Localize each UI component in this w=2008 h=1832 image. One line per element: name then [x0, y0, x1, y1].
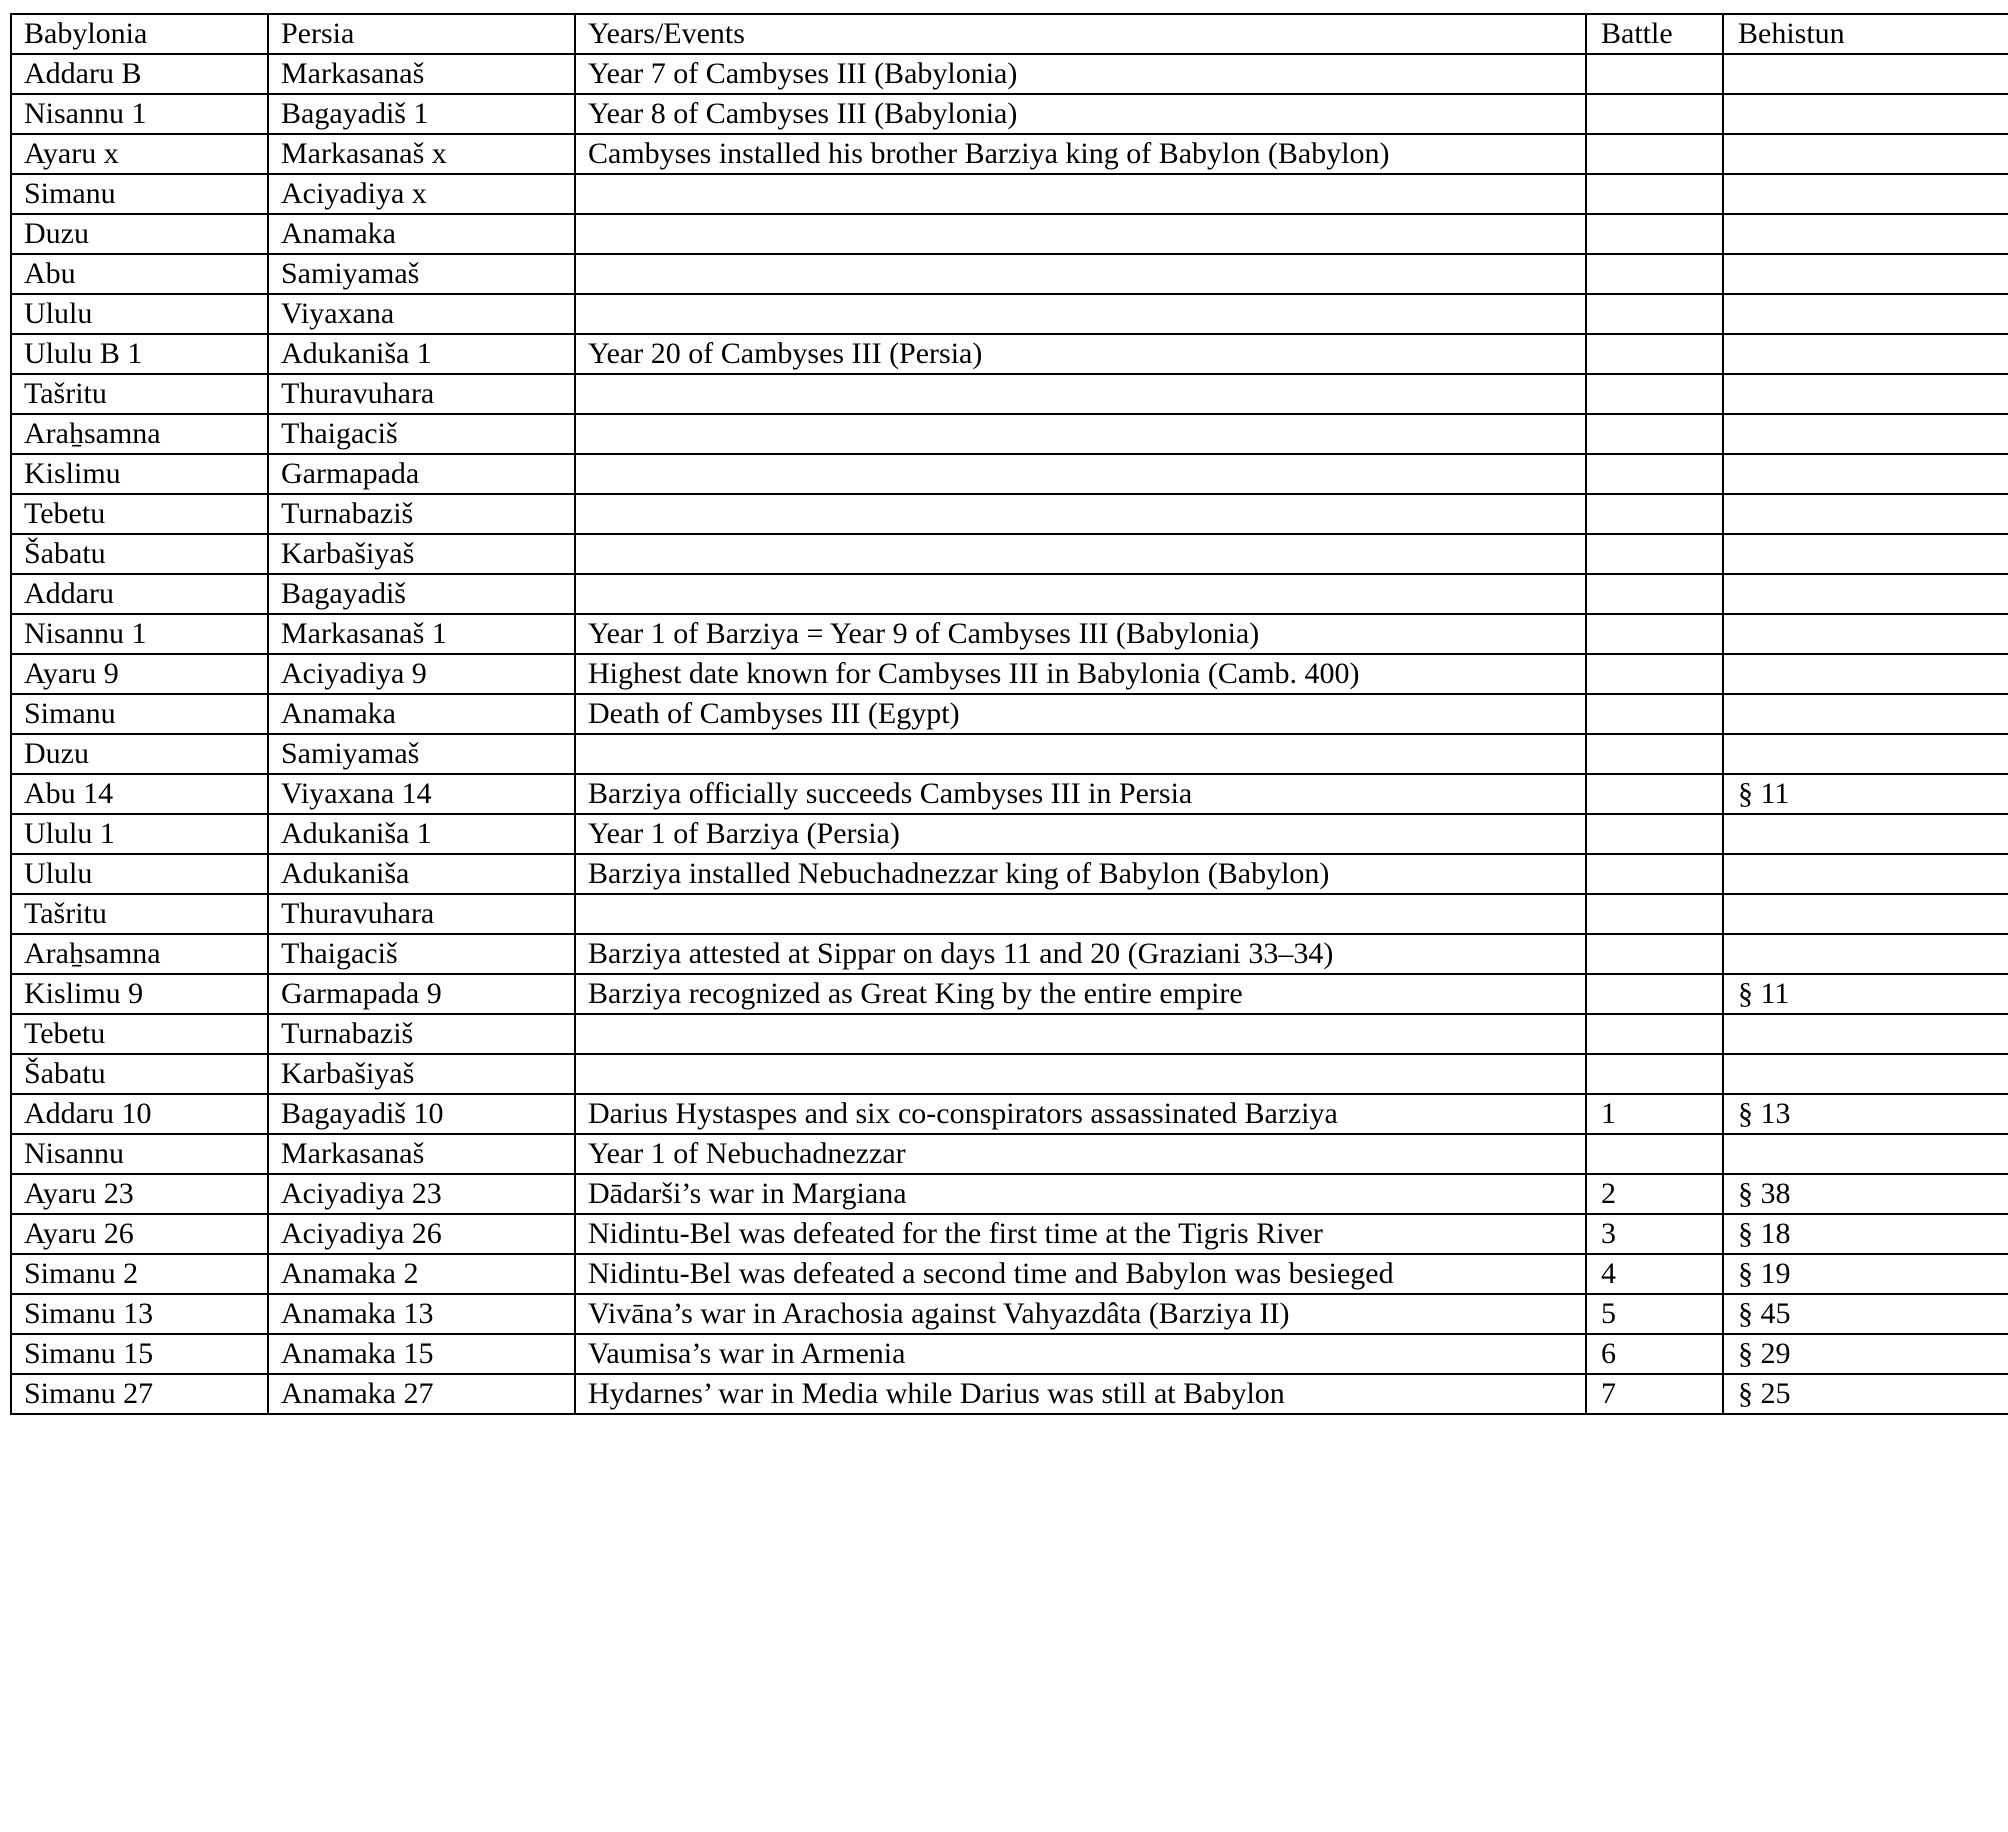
cell-battle: 3	[1586, 1214, 1723, 1254]
cell-battle: 6	[1586, 1334, 1723, 1374]
table-row	[11, 1054, 2008, 1094]
table-row	[11, 254, 2008, 294]
cell-behistun	[1723, 174, 2008, 214]
cell-behistun: § 45	[1723, 1294, 2008, 1334]
cell-battle	[1586, 174, 1723, 214]
cell-events	[575, 574, 1586, 614]
table-row	[11, 414, 2008, 454]
cell-battle	[1586, 614, 1723, 654]
table-header-row	[11, 14, 2008, 54]
cell-battle	[1586, 214, 1723, 254]
cell-battle	[1586, 1014, 1723, 1054]
cell-behistun: § 13	[1723, 1094, 2008, 1134]
table-row	[11, 174, 2008, 214]
cell-behistun	[1723, 1014, 2008, 1054]
table-row	[11, 374, 2008, 414]
cell-persia: Samiyamaš	[268, 734, 575, 774]
cell-behistun	[1723, 214, 2008, 254]
cell-persia: Anamaka 27	[268, 1374, 575, 1414]
cell-events	[575, 254, 1586, 294]
cell-behistun: § 11	[1723, 774, 2008, 814]
cell-battle	[1586, 374, 1723, 414]
table-row	[11, 54, 2008, 94]
table-row	[11, 334, 2008, 374]
cell-persia: Adukaniša	[268, 854, 575, 894]
table-row	[11, 94, 2008, 134]
table-row	[11, 454, 2008, 494]
cell-babylonia: Araẖsamna	[11, 414, 268, 454]
cell-events: Vivāna’s war in Arachosia against Vahyazdâta (Barziya II)	[575, 1294, 1586, 1334]
cell-persia: Aciyadiya 26	[268, 1214, 575, 1254]
cell-battle	[1586, 54, 1723, 94]
cell-behistun	[1723, 1054, 2008, 1094]
cell-events: Cambyses installed his brother Barziya king of Babylon (Babylon)	[575, 134, 1586, 174]
cell-battle	[1586, 1054, 1723, 1094]
cell-persia: Thuravuhara	[268, 374, 575, 414]
cell-babylonia: Ululu	[11, 294, 268, 334]
cell-battle	[1586, 894, 1723, 934]
cell-persia: Bagayadiš 1	[268, 94, 575, 134]
cell-babylonia: Ululu	[11, 854, 268, 894]
cell-persia: Anamaka	[268, 694, 575, 734]
cell-battle	[1586, 1134, 1723, 1174]
column-header-events: Years/Events	[575, 14, 1586, 54]
cell-persia: Aciyadiya 23	[268, 1174, 575, 1214]
cell-battle	[1586, 414, 1723, 454]
cell-persia: Aciyadiya 9	[268, 654, 575, 694]
cell-behistun	[1723, 134, 2008, 174]
cell-battle	[1586, 94, 1723, 134]
cell-behistun: § 19	[1723, 1254, 2008, 1294]
cell-battle	[1586, 854, 1723, 894]
table-row	[11, 1094, 2008, 1134]
column-header-behistun: Behistun	[1723, 14, 2008, 54]
cell-babylonia: Tebetu	[11, 494, 268, 534]
cell-persia: Aciyadiya x	[268, 174, 575, 214]
column-header-persia: Persia	[268, 14, 575, 54]
cell-babylonia: Abu 14	[11, 774, 268, 814]
cell-persia: Bagayadiš	[268, 574, 575, 614]
cell-persia: Garmapada 9	[268, 974, 575, 1014]
cell-persia: Garmapada	[268, 454, 575, 494]
column-header-babylonia: Babylonia	[11, 14, 268, 54]
cell-battle	[1586, 134, 1723, 174]
cell-battle	[1586, 494, 1723, 534]
cell-events: Year 1 of Barziya = Year 9 of Cambyses III (Babylonia)	[575, 614, 1586, 654]
table-header	[11, 14, 2008, 54]
cell-events: Year 7 of Cambyses III (Babylonia)	[575, 54, 1586, 94]
table-row	[11, 574, 2008, 614]
cell-persia: Markasanaš x	[268, 134, 575, 174]
cell-babylonia: Kislimu 9	[11, 974, 268, 1014]
table-row	[11, 1014, 2008, 1054]
cell-battle	[1586, 734, 1723, 774]
cell-battle: 5	[1586, 1294, 1723, 1334]
cell-events	[575, 734, 1586, 774]
chronology-table	[10, 13, 2008, 1415]
cell-behistun	[1723, 334, 2008, 374]
cell-babylonia: Nisannu 1	[11, 614, 268, 654]
cell-battle	[1586, 814, 1723, 854]
cell-behistun	[1723, 294, 2008, 334]
cell-events: Dādarši’s war in Margiana	[575, 1174, 1586, 1214]
cell-events: Nidintu-Bel was defeated a second time and Babylon was besieged	[575, 1254, 1586, 1294]
cell-battle: 7	[1586, 1374, 1723, 1414]
cell-persia: Thuravuhara	[268, 894, 575, 934]
table-row	[11, 1214, 2008, 1254]
cell-battle	[1586, 694, 1723, 734]
table-row	[11, 934, 2008, 974]
table-row	[11, 614, 2008, 654]
cell-behistun	[1723, 374, 2008, 414]
cell-persia: Anamaka 2	[268, 1254, 575, 1294]
table-row	[11, 1174, 2008, 1214]
table-row	[11, 854, 2008, 894]
cell-battle	[1586, 334, 1723, 374]
cell-persia: Viyaxana	[268, 294, 575, 334]
table-row	[11, 494, 2008, 534]
cell-behistun	[1723, 854, 2008, 894]
cell-battle	[1586, 254, 1723, 294]
table-row	[11, 654, 2008, 694]
cell-events	[575, 414, 1586, 454]
cell-events	[575, 1014, 1586, 1054]
cell-events: Hydarnes’ war in Media while Darius was still at Babylon	[575, 1374, 1586, 1414]
cell-babylonia: Abu	[11, 254, 268, 294]
cell-behistun	[1723, 534, 2008, 574]
cell-behistun	[1723, 454, 2008, 494]
cell-babylonia: Ululu B 1	[11, 334, 268, 374]
table-row	[11, 894, 2008, 934]
cell-events: Death of Cambyses III (Egypt)	[575, 694, 1586, 734]
table-row	[11, 1134, 2008, 1174]
cell-behistun: § 29	[1723, 1334, 2008, 1374]
table-row	[11, 974, 2008, 1014]
cell-behistun	[1723, 574, 2008, 614]
cell-babylonia: Šabatu	[11, 534, 268, 574]
cell-events: Highest date known for Cambyses III in Babylonia (Camb. 400)	[575, 654, 1586, 694]
cell-behistun: § 25	[1723, 1374, 2008, 1414]
cell-behistun	[1723, 694, 2008, 734]
cell-persia: Samiyamaš	[268, 254, 575, 294]
cell-behistun	[1723, 934, 2008, 974]
cell-babylonia: Addaru	[11, 574, 268, 614]
cell-babylonia: Nisannu	[11, 1134, 268, 1174]
table-row	[11, 774, 2008, 814]
cell-babylonia: Ayaru 26	[11, 1214, 268, 1254]
cell-behistun	[1723, 734, 2008, 774]
cell-battle	[1586, 294, 1723, 334]
column-header-battle: Battle	[1586, 14, 1723, 54]
cell-events: Year 1 of Nebuchadnezzar	[575, 1134, 1586, 1174]
cell-events: Darius Hystaspes and six co-conspirators assassinated Barziya	[575, 1094, 1586, 1134]
cell-events	[575, 174, 1586, 214]
table-row	[11, 534, 2008, 574]
cell-events: Year 1 of Barziya (Persia)	[575, 814, 1586, 854]
cell-persia: Adukaniša 1	[268, 814, 575, 854]
cell-babylonia: Simanu	[11, 174, 268, 214]
cell-babylonia: Ayaru x	[11, 134, 268, 174]
cell-events	[575, 214, 1586, 254]
cell-babylonia: Nisannu 1	[11, 94, 268, 134]
table-row	[11, 294, 2008, 334]
cell-events	[575, 454, 1586, 494]
cell-behistun	[1723, 494, 2008, 534]
cell-persia: Markasanaš 1	[268, 614, 575, 654]
cell-behistun: § 38	[1723, 1174, 2008, 1214]
cell-babylonia: Duzu	[11, 734, 268, 774]
cell-events	[575, 534, 1586, 574]
cell-battle	[1586, 534, 1723, 574]
cell-events: Barziya recognized as Great King by the entire empire	[575, 974, 1586, 1014]
cell-babylonia: Simanu 13	[11, 1294, 268, 1334]
cell-persia: Anamaka 15	[268, 1334, 575, 1374]
cell-babylonia: Addaru B	[11, 54, 268, 94]
table-row	[11, 214, 2008, 254]
cell-persia: Turnabaziš	[268, 494, 575, 534]
cell-battle	[1586, 454, 1723, 494]
cell-behistun	[1723, 254, 2008, 294]
cell-behistun	[1723, 414, 2008, 454]
cell-persia: Bagayadiš 10	[268, 1094, 575, 1134]
cell-babylonia: Duzu	[11, 214, 268, 254]
cell-events: Vaumisa’s war in Armenia	[575, 1334, 1586, 1374]
cell-persia: Markasanaš	[268, 54, 575, 94]
cell-babylonia: Addaru 10	[11, 1094, 268, 1134]
cell-persia: Markasanaš	[268, 1134, 575, 1174]
cell-persia: Thaigaciš	[268, 414, 575, 454]
cell-events: Barziya attested at Sippar on days 11 and 20 (Graziani 33–34)	[575, 934, 1586, 974]
cell-events	[575, 894, 1586, 934]
cell-events: Nidintu-Bel was defeated for the first time at the Tigris River	[575, 1214, 1586, 1254]
cell-battle	[1586, 974, 1723, 1014]
cell-babylonia: Tebetu	[11, 1014, 268, 1054]
cell-babylonia: Ululu 1	[11, 814, 268, 854]
table-row	[11, 1254, 2008, 1294]
cell-babylonia: Simanu	[11, 694, 268, 734]
cell-persia: Thaigaciš	[268, 934, 575, 974]
cell-events	[575, 1054, 1586, 1094]
cell-behistun	[1723, 614, 2008, 654]
table-body	[11, 54, 2008, 1414]
cell-babylonia: Kislimu	[11, 454, 268, 494]
cell-babylonia: Simanu 27	[11, 1374, 268, 1414]
cell-battle	[1586, 654, 1723, 694]
cell-persia: Anamaka 13	[268, 1294, 575, 1334]
cell-events	[575, 374, 1586, 414]
cell-persia: Adukaniša 1	[268, 334, 575, 374]
cell-babylonia: Tašritu	[11, 894, 268, 934]
cell-babylonia: Ayaru 9	[11, 654, 268, 694]
table-row	[11, 814, 2008, 854]
cell-persia: Karbašiyaš	[268, 1054, 575, 1094]
cell-babylonia: Araẖsamna	[11, 934, 268, 974]
table-row	[11, 1294, 2008, 1334]
table-row	[11, 734, 2008, 774]
cell-babylonia: Simanu 2	[11, 1254, 268, 1294]
table-row	[11, 694, 2008, 734]
cell-battle: 4	[1586, 1254, 1723, 1294]
cell-behistun	[1723, 94, 2008, 134]
cell-babylonia: Ayaru 23	[11, 1174, 268, 1214]
cell-battle: 1	[1586, 1094, 1723, 1134]
cell-events: Year 20 of Cambyses III (Persia)	[575, 334, 1586, 374]
cell-battle	[1586, 774, 1723, 814]
cell-persia: Viyaxana 14	[268, 774, 575, 814]
table-row	[11, 1374, 2008, 1414]
cell-events	[575, 494, 1586, 534]
cell-behistun	[1723, 654, 2008, 694]
cell-behistun: § 11	[1723, 974, 2008, 1014]
cell-behistun	[1723, 814, 2008, 854]
cell-behistun	[1723, 54, 2008, 94]
cell-events: Barziya installed Nebuchadnezzar king of Babylon (Babylon)	[575, 854, 1586, 894]
cell-behistun: § 18	[1723, 1214, 2008, 1254]
cell-events: Barziya officially succeeds Cambyses III in Persia	[575, 774, 1586, 814]
cell-battle: 2	[1586, 1174, 1723, 1214]
table-row	[11, 1334, 2008, 1374]
cell-events: Year 8 of Cambyses III (Babylonia)	[575, 94, 1586, 134]
cell-persia: Turnabaziš	[268, 1014, 575, 1054]
cell-battle	[1586, 934, 1723, 974]
cell-babylonia: Tašritu	[11, 374, 268, 414]
cell-persia: Karbašiyaš	[268, 534, 575, 574]
cell-events	[575, 294, 1586, 334]
table-row	[11, 134, 2008, 174]
cell-behistun	[1723, 1134, 2008, 1174]
cell-babylonia: Simanu 15	[11, 1334, 268, 1374]
cell-persia: Anamaka	[268, 214, 575, 254]
cell-battle	[1586, 574, 1723, 614]
cell-babylonia: Šabatu	[11, 1054, 268, 1094]
cell-behistun	[1723, 894, 2008, 934]
